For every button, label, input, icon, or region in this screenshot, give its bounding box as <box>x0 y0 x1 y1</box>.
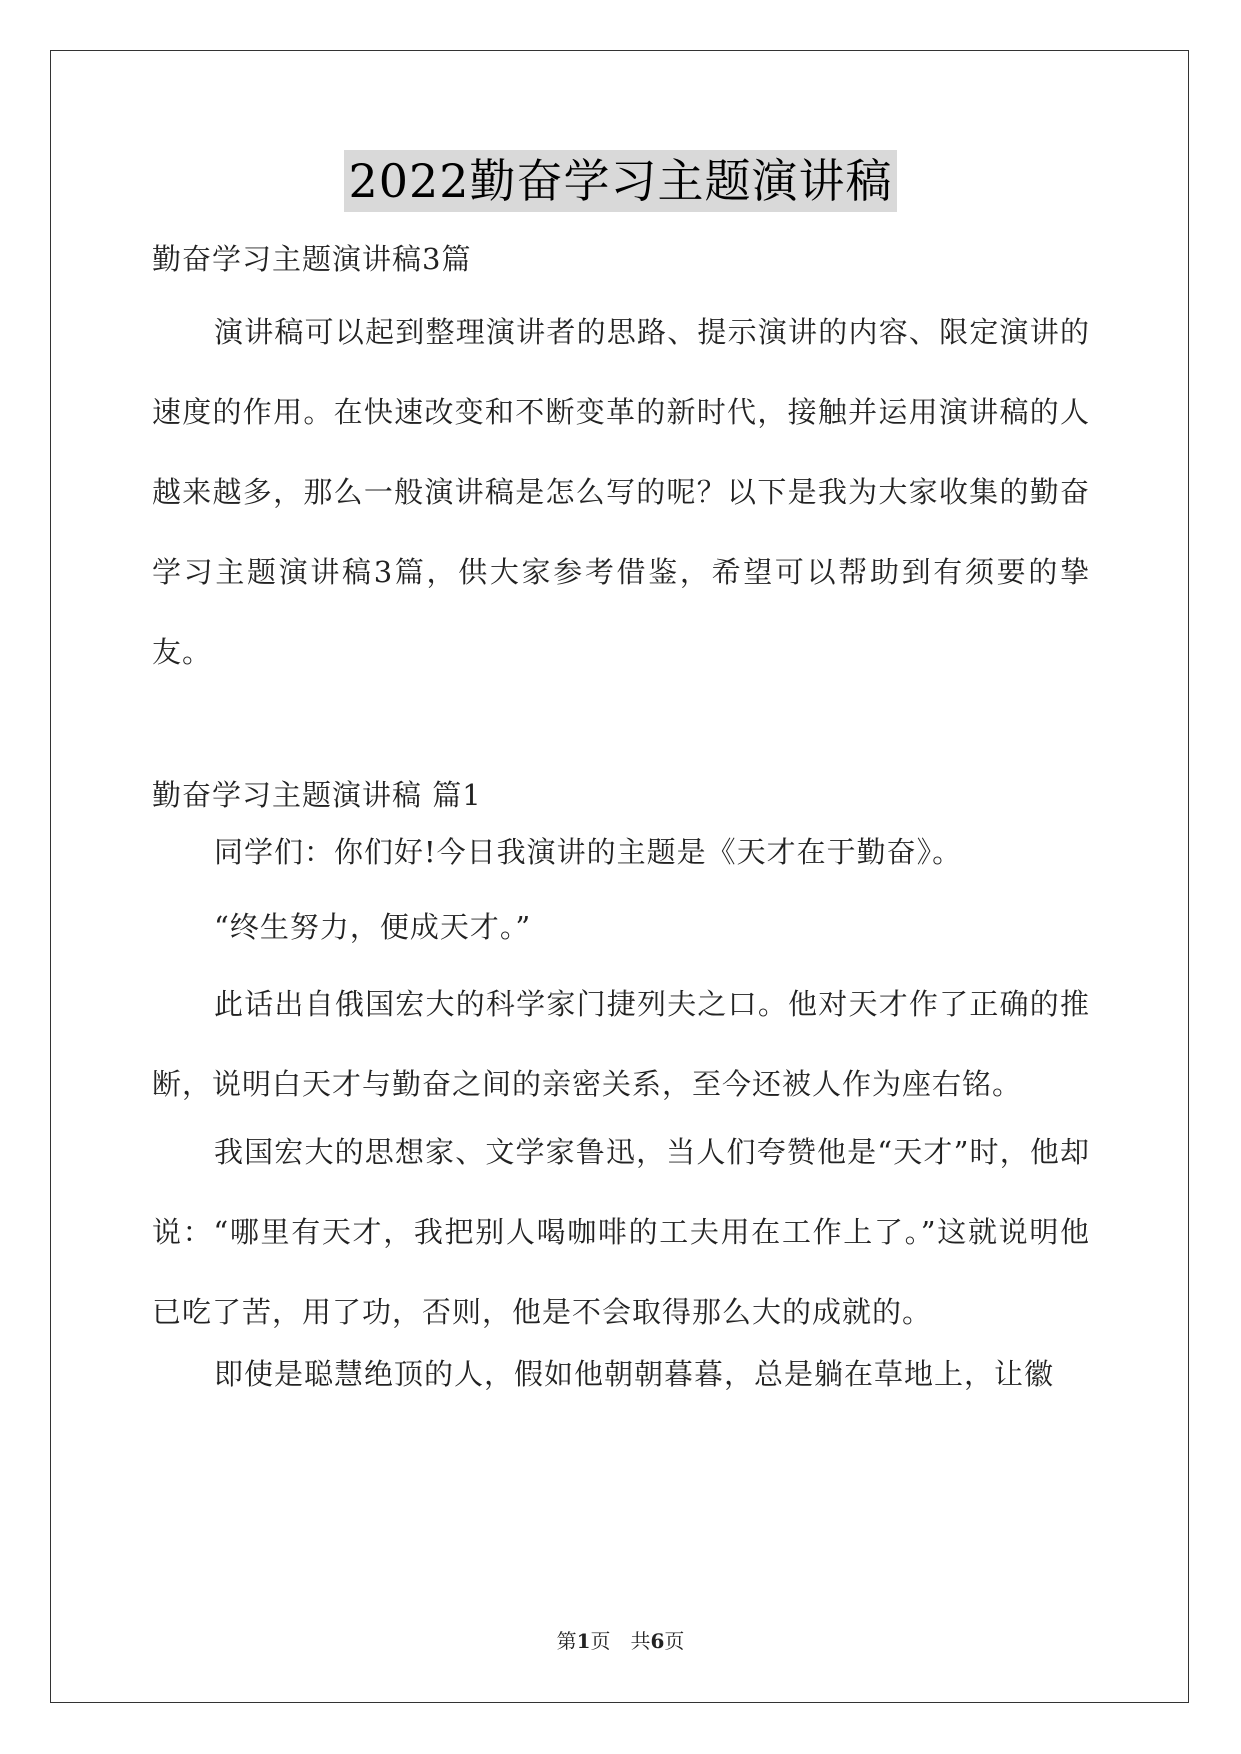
paragraph-3: 此话出自俄国宏大的科学家门捷列夫之口。他对天才作了正确的推断，说明白天才与勤奋之间的亲密关系，至今还被人作为座右铭。 <box>152 987 1090 1101</box>
section-heading: 勤奋学习主题演讲稿 篇1 <box>152 778 482 812</box>
document-title: 2022勤奋学习主题演讲稿 <box>344 150 896 212</box>
paragraph-5: 即使是聪慧绝顶的人，假如他朝朝暮暮，总是躺在草地上，让徽 <box>214 1357 1055 1391</box>
paragraph-4: 我国宏大的思想家、文学家鲁迅，当人们夸赞他是“天才”时，他却说：“哪里有天才，我把别人喝咖啡的工夫用在工作上了。”这就说明他已吃了苦，用了功，否则，他是不会取得那么大的成就的。 <box>152 1135 1090 1329</box>
current-page-number: 1 <box>576 1629 591 1653</box>
paragraph-2: “终生努力，便成天才。” <box>214 910 532 944</box>
total-page-count: 6 <box>650 1629 665 1653</box>
footer-middle: 页 共 <box>590 1629 651 1653</box>
title-container <box>0 150 1241 212</box>
page-footer <box>0 1625 1241 1654</box>
intro-paragraph: 演讲稿可以起到整理演讲者的思路、提示演讲的内容、限定演讲的速度的作用。在快速改变和不断变革的新时代，接触并运用演讲稿的人越来越多，那么一般演讲稿是怎么写的呢？以下是我为大家收集的勤奋学习主题演讲稿3篇，供大家参考借鉴，希望可以帮助到有须要的挚友。 <box>152 315 1090 669</box>
footer-prefix: 第 <box>556 1629 577 1653</box>
paragraph-1: 同学们：你们好!今日我演讲的主题是《天才在于勤奋》。 <box>214 835 963 869</box>
subtitle: 勤奋学习主题演讲稿3篇 <box>152 242 472 276</box>
footer-suffix: 页 <box>664 1629 685 1653</box>
